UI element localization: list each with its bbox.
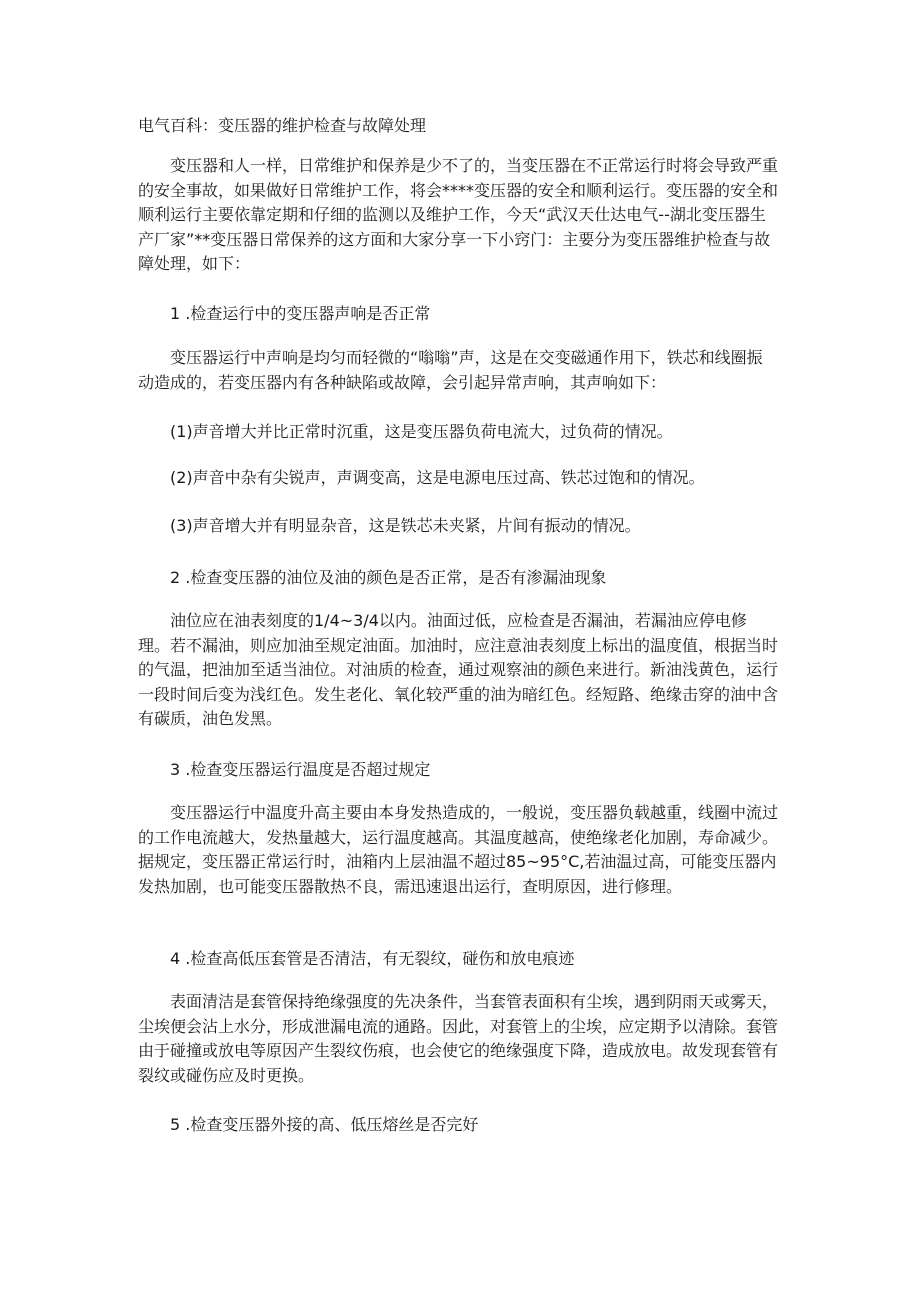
section-2-body: 油位应在油表刻度的1/4~3/4以内。油面过低，应检查是否漏油，若漏油应停电修理。若不漏油，则应加油至规定油面。加油时，应注意油表刻度上标出的温度值，根据当时的气温，把油加至适当油位。对油质的检查，通过观察油的颜色来进行。新油浅黄色，运行一段时间后变为浅红色。发生老化、氧化较严重的油为暗红色。经短路、绝缘击穿的油中含有碳质，油色发黑。 bbox=[138, 611, 779, 728]
section-1-body: 变压器运行中声响是均匀而轻微的“嗡嗡”声，这是在交变磁通作用下，铁芯和线圈振动造成的，若变压器内有各种缺陷或故障，会引起异常声响，其声响如下： bbox=[138, 348, 763, 392]
section-1-item-1: (1)声音增大并比正常时沉重，这是变压器负荷电流大，过负荷的情况。 bbox=[170, 422, 673, 441]
section-1-item-3: (3)声音增大并有明显杂音，这是铁芯未夹紧，片间有振动的情况。 bbox=[170, 516, 641, 535]
section-4-heading: 4 .检查高低压套管是否清洁，有无裂纹，碰伤和放电痕迹 bbox=[170, 949, 575, 968]
section-2-heading: 2 .检查变压器的油位及油的颜色是否正常，是否有渗漏油现象 bbox=[170, 568, 607, 587]
section-1-heading: 1 .检查运行中的变压器声响是否正常 bbox=[170, 304, 431, 323]
intro-paragraph: 变压器和人一样，日常维护和保养是少不了的，当变压器在不正常运行时将会导致严重的安全事故，如果做好日常维护工作，将会****变压器的安全和顺利运行。变压器的安全和顺利运行主要依靠定期和仔细的监测以及维护工作，今天“武汉天仕达电气--湖北变压器生产厂家”**变压器日常保养的这方面和大家分享一下小窍门：主要分为变压器维护检查与故障处理，如下： bbox=[138, 156, 779, 273]
section-5-heading: 5 .检查变压器外接的高、低压熔丝是否完好 bbox=[170, 1115, 479, 1134]
section-1-item-2: (2)声音中杂有尖锐声，声调变高，这是电源电压过高、铁芯过饱和的情况。 bbox=[170, 468, 705, 487]
section-4-body: 表面清洁是套管保持绝缘强度的先决条件，当套管表面积有尘埃，遇到阴雨天或雾天，尘埃便会沾上水分，形成泄漏电流的通路。因此，对套管上的尘埃，应定期予以清除。套管由于碰撞或放电等原因产生裂纹伤痕，也会使它的绝缘强度下降，造成放电。故发现套管有裂纹或碰伤应及时更换。 bbox=[138, 992, 779, 1085]
section-3-heading: 3 .检查变压器运行温度是否超过规定 bbox=[170, 760, 431, 779]
section-3-body: 变压器运行中温度升高主要由本身发热造成的，一般说，变压器负载越重，线圈中流过的工作电流越大，发热量越大，运行温度越高。其温度越高，使绝缘老化加剧，寿命减少。据规定，变压器正常运行时，油箱内上层油温不超过85~95°C,若油温过高，可能变压器内发热加剧，也可能变压器散热不良，需迅速退出运行，查明原因，进行修理。 bbox=[138, 803, 779, 896]
document-title: 电气百科：变压器的维护检查与故障处理 bbox=[138, 116, 427, 135]
